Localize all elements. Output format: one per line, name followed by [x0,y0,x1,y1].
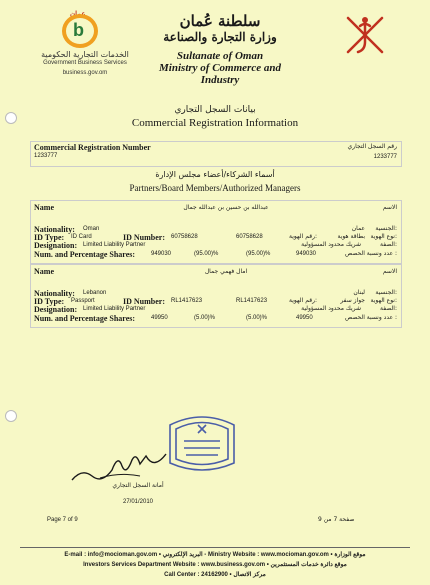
nationality-label: Nationality: [34,225,75,234]
id-number-value-arabic-side: RL1417623 [236,298,268,304]
id-type-label-arabic: نوع الهوية: [370,297,397,304]
id-number-value-arabic-side: 60758628 [236,234,263,240]
footer-investors-line: Investors Services Department Website : www.business.gov.om • موقع دائرة خدمات المستثمرين [83,562,347,568]
percentage-value-arabic-side: (95.00)% [246,251,271,257]
shares-value: 49950 [151,315,168,321]
logo-b-icon: b [62,14,98,48]
page-number: Page 7 of 9 [47,517,78,523]
partner-name: عبدالله بن حسين بن عبدالله جمال [183,204,269,211]
name-label-arabic: الاسم [382,268,397,275]
registry-secretariat-label: أمانة السجل التجاري [112,482,164,489]
document-title-arabic: بيانات السجل التجاري [174,105,256,115]
designation-label-arabic: الصفة: [380,305,397,312]
percentage-value: (95.00)% [194,251,219,257]
ministry-stamp-icon [162,407,242,477]
registration-label-arabic: رقم السجل التجاري [347,143,397,150]
footer-call-center: Call Center : 24162900 • مركز الاتصال [164,572,266,578]
oman-emblem-icon [340,12,390,58]
shares-value: 949030 [151,251,172,257]
shares-value-arabic-side: 949030 [296,251,317,257]
nationality-value: Lebanon [83,290,107,296]
name-label: Name [34,267,54,276]
id-number-label-arabic: رقم الهوية: [289,297,317,304]
signature-icon [70,446,170,484]
partner-record [30,200,402,264]
registration-number-arabic-side: 1233777 [373,154,397,160]
registration-number-row [30,141,402,167]
nationality-value-arabic: عمان [351,225,365,232]
name-label-arabic: الاسم [382,204,397,211]
logo-arabic-text: الخدمات التجارية الحكومية [41,50,129,59]
id-type-label: ID Type: [34,297,65,306]
designation-value: Limited Liability Partner [83,306,146,312]
id-type-value: Passport [71,298,95,304]
shares-label-arabic: عدد ونسبة الحصص : [344,314,397,321]
id-type-value: ID Card [71,234,92,240]
id-number-label: ID Number: [123,233,165,242]
partner-name: امال فهمي جمال [204,268,248,275]
partners-section-title: Partners/Board Members/Authorized Managers [129,183,301,193]
designation-value-arabic: شريك محدود المسؤولية [301,305,361,312]
logo-english-text: Government Business Services [43,60,127,66]
document-title: Commercial Registration Information [131,117,299,129]
name-label: Name [34,203,54,212]
designation-value: Limited Liability Partner [83,242,146,248]
designation-value-arabic: شريك محدود المسؤولية [301,241,361,248]
shares-label: Num. and Percentage Shares: [34,314,136,323]
partner-record [30,264,402,328]
designation-label-arabic: الصفة: [380,241,397,248]
id-number-label-arabic: رقم الهوية: [289,233,317,240]
nationality-value-arabic: لبنان [353,289,365,296]
nationality-value: Oman [83,226,100,232]
percentage-value-arabic-side: (5.00)% [246,315,268,321]
designation-label: Designation: [34,305,78,314]
id-number-value: RL1417623 [171,298,203,304]
registration-number: 1233777 [34,153,58,159]
id-number-value: 60758628 [171,234,198,240]
partners-section-title-arabic: أسماء الشركاء/أعضاء مجلس الإدارة [155,170,275,179]
id-type-value-arabic: جواز سفر [340,297,365,304]
shares-label: Num. and Percentage Shares: [34,250,136,259]
header-sultanate: Sultanate of Oman [176,50,264,62]
nationality-label-arabic: الجنسية: [375,289,397,296]
signature-date: 27/01/2010 [122,499,154,505]
nationality-label: Nationality: [34,289,75,298]
nationality-label-arabic: الجنسية: [375,225,397,232]
footer-divider [20,547,410,548]
logo-website: business.gov.om [62,70,108,76]
id-number-label: ID Number: [123,297,165,306]
logo-oman-text: عمان [70,11,86,18]
page-number-arabic: صفحة 7 من 9 [318,516,355,523]
registration-label: Commercial Registration Number [34,143,151,152]
header-ministry: Ministry of Commerce and Industry [159,62,281,86]
footer-contact-line: E-mail : info@mocioman.gov.om • البريد الإلكتروني - Ministry Website : www.mocioman.gov.om • موقع الوزارة [64,552,366,558]
percentage-value: (5.00)% [194,315,216,321]
ministry-header [140,12,300,86]
id-type-value-arabic: بطاقة هوية [337,233,365,240]
shares-value-arabic-side: 49950 [296,315,313,321]
id-type-label: ID Type: [34,233,65,242]
header-arabic-ministry: وزارة التجارة والصناعة [163,30,277,44]
punch-hole-bottom [5,410,17,422]
shares-label-arabic: عدد ونسبة الحصص : [344,250,397,257]
header-arabic-sultanate: سلطنة عُمان [179,12,261,30]
id-type-label-arabic: نوع الهوية: [370,233,397,240]
designation-label: Designation: [34,241,78,250]
